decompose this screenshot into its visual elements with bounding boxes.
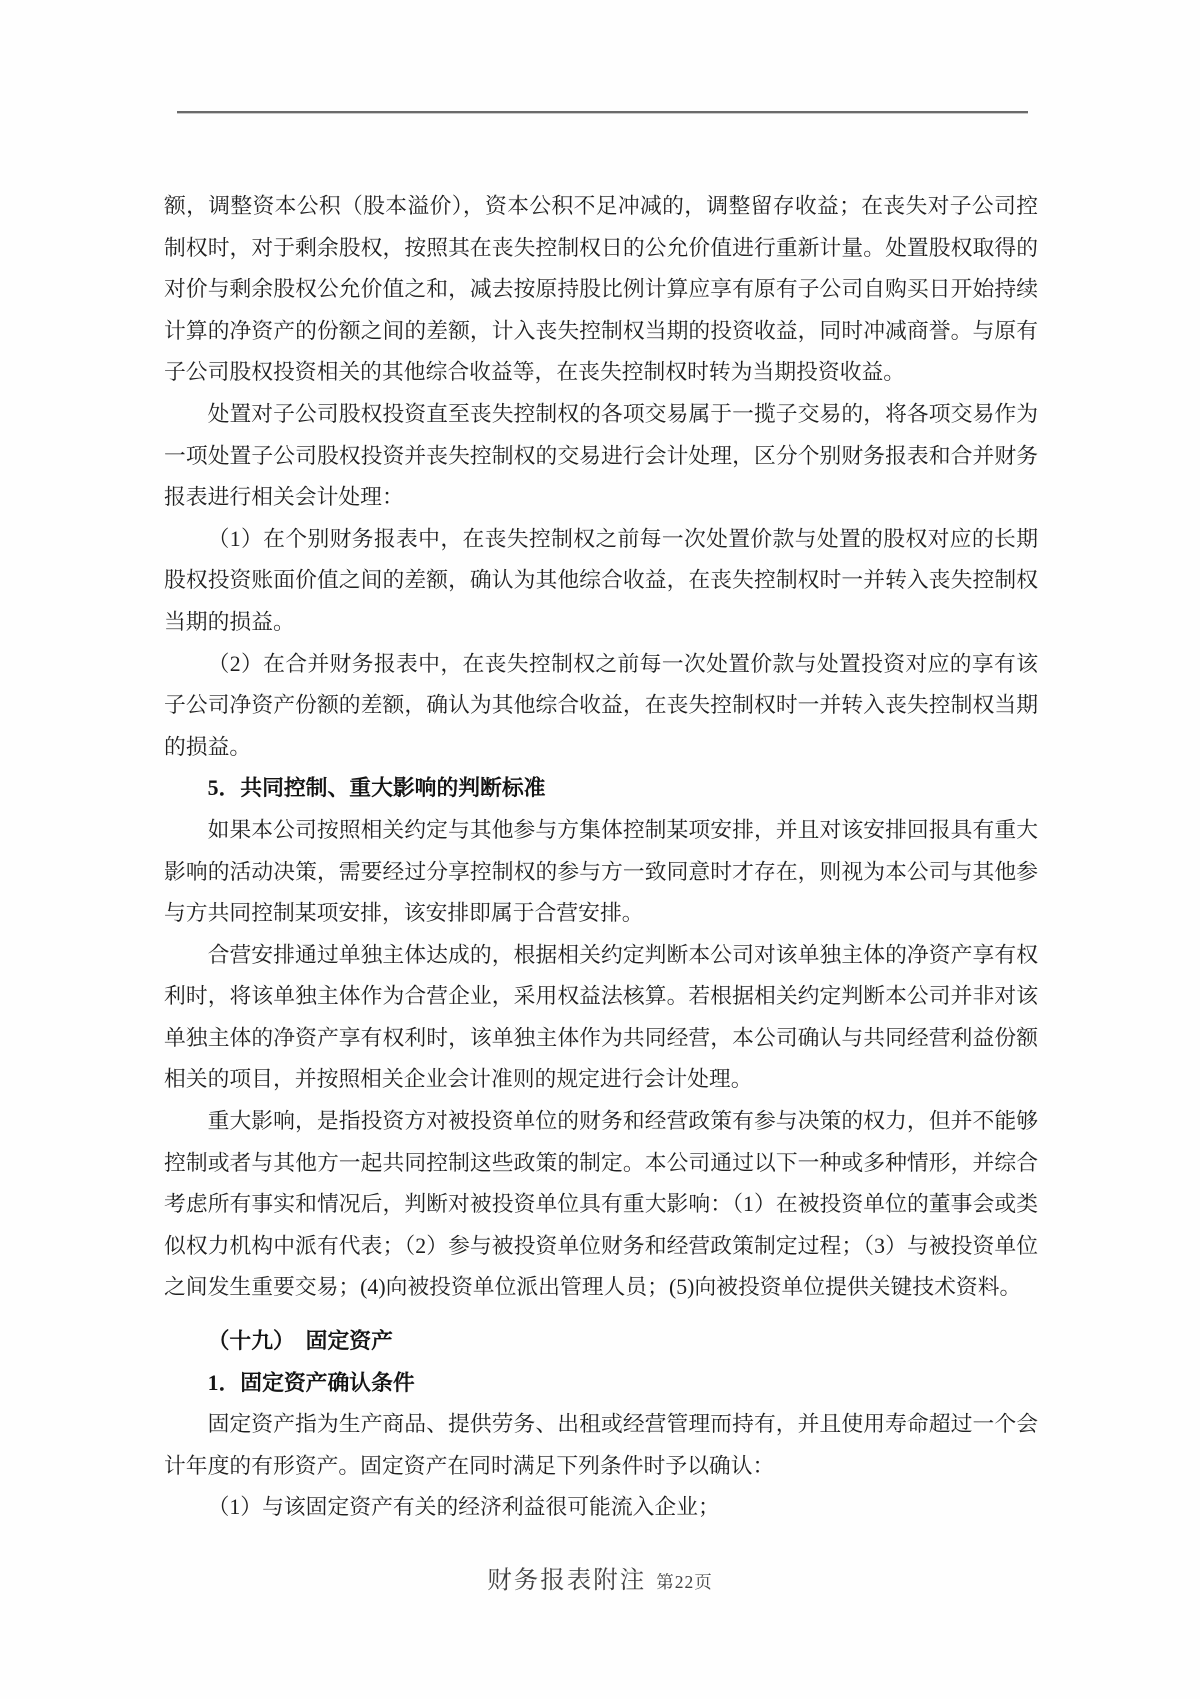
document-body [164, 186, 1038, 1529]
footer-page-number: 第22页 [656, 1572, 713, 1592]
paragraph: 重大影响，是指投资方对被投资单位的财务和经营政策有参与决策的权力，但并不能够控制或者与其他方一起共同控制这些政策的制定。本公司通过以下一种或多种情形，并综合考虑所有事实和情况后，判断对被投资单位具有重大影响：（1）在被投资单位的董事会或类似权力机构中派有代表；（2）参与被投资单位财务和经营政策制定过程；（3）与被投资单位之间发生重要交易；(4)向被投资单位派出管理人员；(5)向被投资单位提供关键技术资料。 [164, 1109, 1038, 1300]
paragraph: （1）在个别财务报表中，在丧失控制权之前每一次处置价款与处置的股权对应的长期股权投资账面价值之间的差额，确认为其他综合收益，在丧失控制权时一并转入丧失控制权当期的损益。 [164, 526, 1038, 634]
paragraph: 固定资产指为生产商品、提供劳务、出租或经营管理而持有，并且使用寿命超过一个会计年度的有形资产。固定资产在同时满足下列条件时予以确认： [164, 1412, 1038, 1478]
page-footer [0, 1564, 1200, 1601]
paragraph: 处置对子公司股权投资直至丧失控制权的各项交易属于一揽子交易的，将各项交易作为一项处置子公司股权投资并丧失控制权的交易进行会计处理，区分个别财务报表和合并财务报表进行相关会计处理： [164, 401, 1038, 510]
paragraph: 合营安排通过单独主体达成的，根据相关约定判断本公司对该单独主体的净资产享有权利时，将该单独主体作为合营企业，采用权益法核算。若根据相关约定判断本公司并非对该单独主体的净资产享有权利时，该单独主体作为共同经营，本公司确认与共同经营利益份额相关的项目，并按照相关企业会计准则的规定进行会计处理。 [164, 942, 1038, 1092]
section-heading-joint-control: 5．共同控制、重大影响的判断标准 [207, 776, 546, 801]
section-heading-fixed-assets-recognition: 1．固定资产确认条件 [207, 1370, 415, 1395]
header-rule [177, 111, 1028, 114]
footer-title: 财务报表附注 [487, 1567, 647, 1594]
paragraph: 额，调整资本公积（股本溢价），资本公积不足冲减的，调整留存收益；在丧失对子公司控制权时，对于剩余股权，按照其在丧失控制权日的公允价值进行重新计量。处置股权取得的对价与剩余股权公允价值之和，减去按原持股比例计算应享有原有子公司自购买日开始持续计算的净资产的份额之间的差额，计入丧失控制权当期的投资收益，同时冲减商誉。与原有子公司股权投资相关的其他综合收益等，在丧失控制权时转为当期投资收益。 [164, 194, 1038, 385]
paragraph: （1）与该固定资产有关的经济利益很可能流入企业； [207, 1495, 720, 1520]
paragraph: （2）在合并财务报表中，在丧失控制权之前每一次处置价款与处置投资对应的享有该子公司净资产份额的差额，确认为其他综合收益，在丧失控制权时一并转入丧失控制权当期的损益。 [164, 651, 1038, 759]
paragraph: 如果本公司按照相关约定与其他参与方集体控制某项安排，并且对该安排回报具有重大影响的活动决策，需要经过分享控制权的参与方一致同意时才存在，则视为本公司与其他参与方共同控制某项安排，该安排即属于合营安排。 [164, 817, 1038, 926]
section-heading-fixed-assets: （十九） 固定资产 [207, 1329, 393, 1354]
